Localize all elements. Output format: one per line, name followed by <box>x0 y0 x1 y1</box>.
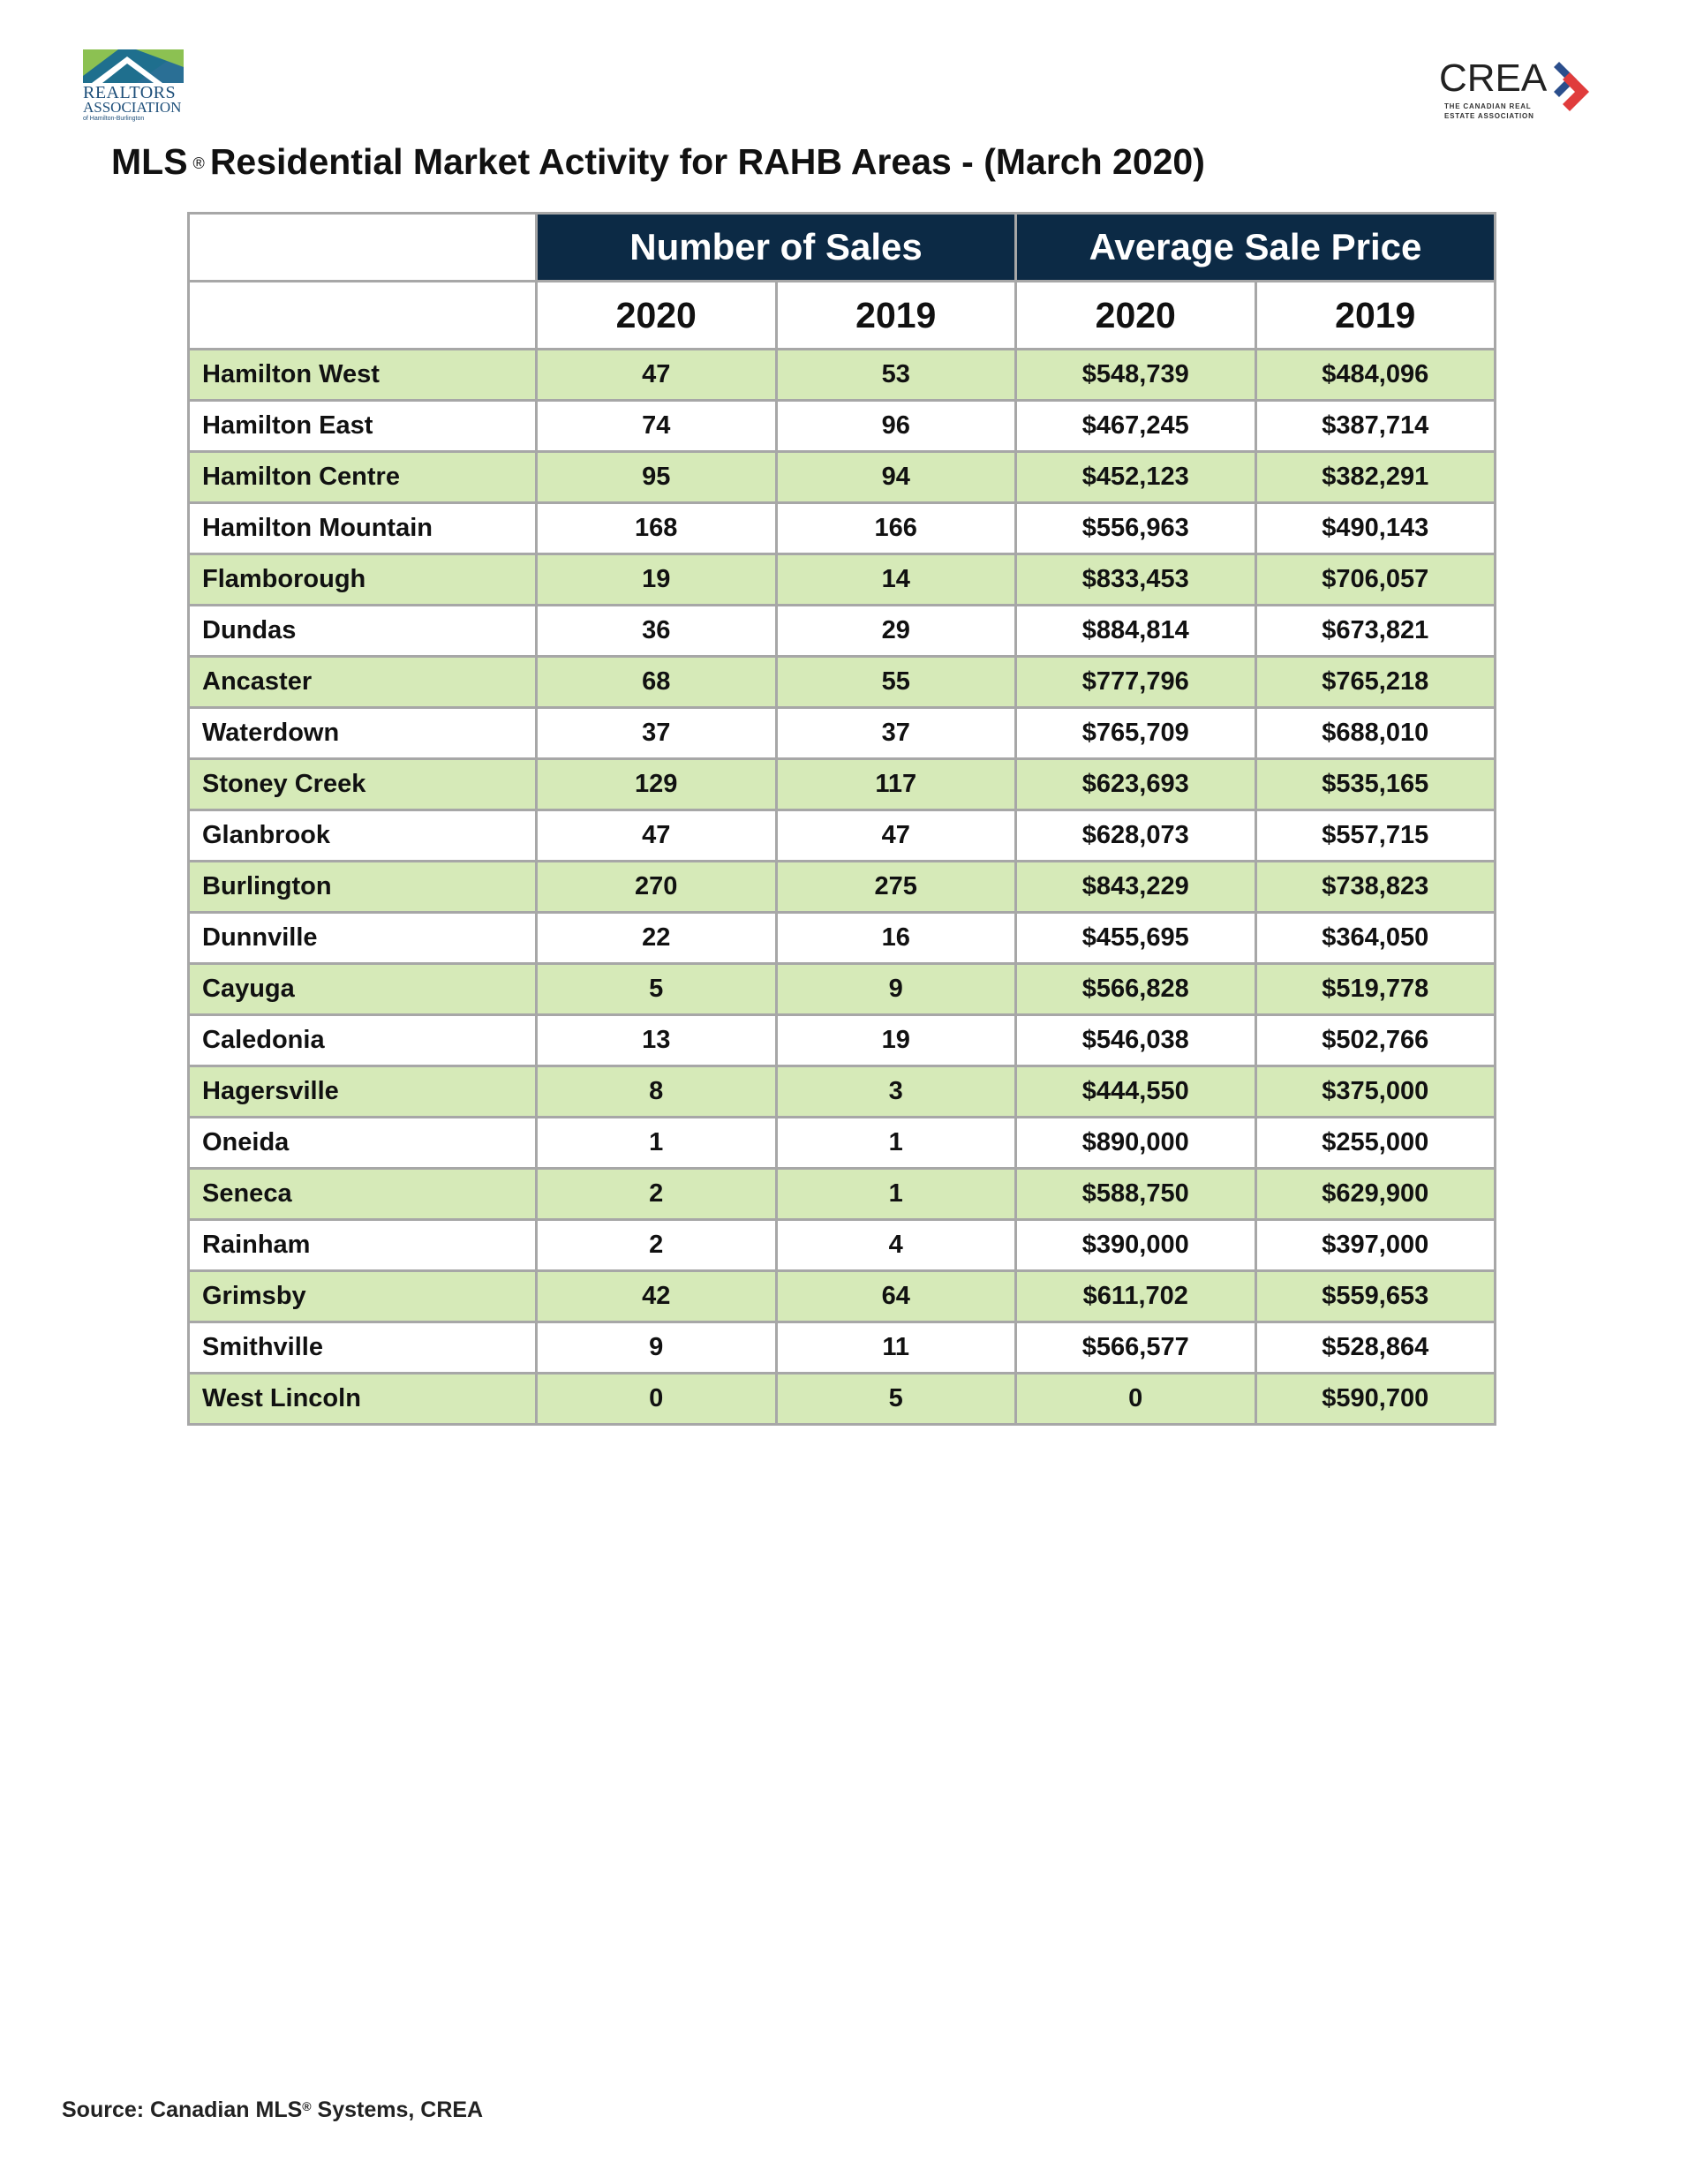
table-row <box>189 1322 1496 1374</box>
table-row <box>189 554 1496 606</box>
sales-2020-cell: 0 <box>537 1374 777 1425</box>
price-2019-cell: $387,714 <box>1255 401 1496 452</box>
sales-2019-cell: 117 <box>776 759 1016 810</box>
area-cell: Hagersville <box>189 1066 537 1118</box>
price-2020-cell: $884,814 <box>1016 606 1256 657</box>
price-2020-cell: $452,123 <box>1016 452 1256 503</box>
title-registered-mark: ® <box>192 154 205 172</box>
price-2020-cell: $566,577 <box>1016 1322 1256 1374</box>
area-cell: Flamborough <box>189 554 537 606</box>
header-price-2020: 2020 <box>1016 282 1256 350</box>
price-2019-cell: $502,766 <box>1255 1015 1496 1066</box>
price-2019-cell: $364,050 <box>1255 913 1496 964</box>
price-2019-cell: $688,010 <box>1255 708 1496 759</box>
sales-2019-cell: 29 <box>776 606 1016 657</box>
sales-2019-cell: 275 <box>776 862 1016 913</box>
table-row <box>189 350 1496 401</box>
sales-2019-cell: 96 <box>776 401 1016 452</box>
price-2019-cell: $738,823 <box>1255 862 1496 913</box>
sales-2019-cell: 53 <box>776 350 1016 401</box>
sales-2020-cell: 2 <box>537 1169 777 1220</box>
price-2020-cell: $390,000 <box>1016 1220 1256 1271</box>
sales-2020-cell: 74 <box>537 401 777 452</box>
title-prefix: MLS <box>111 141 188 182</box>
price-2019-cell: $490,143 <box>1255 503 1496 554</box>
source-prefix: Source: Canadian MLS <box>62 2097 303 2122</box>
price-2019-cell: $706,057 <box>1255 554 1496 606</box>
sales-2019-cell: 4 <box>776 1220 1016 1271</box>
crea-logo-tagline-2: ESTATE ASSOCIATION <box>1444 112 1534 120</box>
price-2019-cell: $559,653 <box>1255 1271 1496 1322</box>
sales-2020-cell: 22 <box>537 913 777 964</box>
sales-2019-cell: 1 <box>776 1118 1016 1169</box>
sales-2019-cell: 47 <box>776 810 1016 862</box>
sales-2020-cell: 9 <box>537 1322 777 1374</box>
sales-2019-cell: 166 <box>776 503 1016 554</box>
header-blank-cell <box>189 214 537 282</box>
price-2020-cell: $467,245 <box>1016 401 1256 452</box>
sales-2020-cell: 168 <box>537 503 777 554</box>
area-cell: Glanbrook <box>189 810 537 862</box>
table-row <box>189 708 1496 759</box>
sales-2020-cell: 47 <box>537 810 777 862</box>
table-row <box>189 759 1496 810</box>
table-row <box>189 657 1496 708</box>
area-cell: Grimsby <box>189 1271 537 1322</box>
area-cell: Dunnville <box>189 913 537 964</box>
sales-2019-cell: 9 <box>776 964 1016 1015</box>
price-2020-cell: $890,000 <box>1016 1118 1256 1169</box>
price-2020-cell: $556,963 <box>1016 503 1256 554</box>
sales-2019-cell: 94 <box>776 452 1016 503</box>
price-2020-cell: $444,550 <box>1016 1066 1256 1118</box>
table-row <box>189 810 1496 862</box>
area-cell: Ancaster <box>189 657 537 708</box>
table-row <box>189 1374 1496 1425</box>
price-2020-cell: $833,453 <box>1016 554 1256 606</box>
price-2020-cell: $548,739 <box>1016 350 1256 401</box>
crea-logo-word: CREA <box>1439 56 1548 100</box>
price-2020-cell: $546,038 <box>1016 1015 1256 1066</box>
price-2019-cell: $765,218 <box>1255 657 1496 708</box>
price-2019-cell: $535,165 <box>1255 759 1496 810</box>
table-row <box>189 862 1496 913</box>
sales-2020-cell: 68 <box>537 657 777 708</box>
sales-2019-cell: 64 <box>776 1271 1016 1322</box>
area-cell: Rainham <box>189 1220 537 1271</box>
table-row <box>189 1169 1496 1220</box>
price-2019-cell: $673,821 <box>1255 606 1496 657</box>
price-2019-cell: $484,096 <box>1255 350 1496 401</box>
sales-2019-cell: 16 <box>776 913 1016 964</box>
market-activity-table <box>187 212 1496 1426</box>
sales-2019-cell: 3 <box>776 1066 1016 1118</box>
price-2019-cell: $375,000 <box>1255 1066 1496 1118</box>
area-cell: Hamilton West <box>189 350 537 401</box>
price-2019-cell: $397,000 <box>1255 1220 1496 1271</box>
table-row <box>189 964 1496 1015</box>
table-year-header-row <box>189 282 1496 350</box>
sales-2019-cell: 14 <box>776 554 1016 606</box>
area-cell: Dundas <box>189 606 537 657</box>
sales-2019-cell: 11 <box>776 1322 1016 1374</box>
table-group-header-row <box>189 214 1496 282</box>
crea-diamond-icon <box>1554 62 1593 115</box>
header-sales-2020: 2020 <box>537 282 777 350</box>
header-average-sale-price: Average Sale Price <box>1016 214 1496 282</box>
price-2019-cell: $255,000 <box>1255 1118 1496 1169</box>
area-cell: Oneida <box>189 1118 537 1169</box>
area-cell: West Lincoln <box>189 1374 537 1425</box>
header-number-of-sales: Number of Sales <box>537 214 1016 282</box>
sales-2019-cell: 55 <box>776 657 1016 708</box>
table-row <box>189 452 1496 503</box>
area-cell: Stoney Creek <box>189 759 537 810</box>
price-2020-cell: $588,750 <box>1016 1169 1256 1220</box>
sales-2020-cell: 19 <box>537 554 777 606</box>
area-cell: Caledonia <box>189 1015 537 1066</box>
header-price-2019: 2019 <box>1255 282 1496 350</box>
price-2019-cell: $629,900 <box>1255 1169 1496 1220</box>
house-roof-logo-icon <box>83 49 184 83</box>
header-year-blank-cell <box>189 282 537 350</box>
price-2019-cell: $519,778 <box>1255 964 1496 1015</box>
table-row <box>189 503 1496 554</box>
price-2020-cell: $777,796 <box>1016 657 1256 708</box>
table-row <box>189 1066 1496 1118</box>
sales-2020-cell: 13 <box>537 1015 777 1066</box>
sales-2020-cell: 1 <box>537 1118 777 1169</box>
area-cell: Seneca <box>189 1169 537 1220</box>
crea-logo <box>1439 58 1616 129</box>
price-2020-cell: $623,693 <box>1016 759 1256 810</box>
title-text: Residential Market Activity for RAHB Areas - (March 2020) <box>209 141 1205 182</box>
sales-2020-cell: 47 <box>537 350 777 401</box>
realtors-logo-line3: of Hamilton-Burlington <box>83 116 145 122</box>
price-2020-cell: $611,702 <box>1016 1271 1256 1322</box>
price-2019-cell: $528,864 <box>1255 1322 1496 1374</box>
sales-2019-cell: 1 <box>776 1169 1016 1220</box>
table-row <box>189 401 1496 452</box>
table-row <box>189 1271 1496 1322</box>
price-2020-cell: $566,828 <box>1016 964 1256 1015</box>
price-2019-cell: $382,291 <box>1255 452 1496 503</box>
sales-2020-cell: 42 <box>537 1271 777 1322</box>
price-2019-cell: $557,715 <box>1255 810 1496 862</box>
sales-2020-cell: 270 <box>537 862 777 913</box>
area-cell: Hamilton Mountain <box>189 503 537 554</box>
table-row <box>189 1118 1496 1169</box>
price-2020-cell: $843,229 <box>1016 862 1256 913</box>
sales-2020-cell: 5 <box>537 964 777 1015</box>
realtors-logo-line1: REALTORS <box>83 83 177 102</box>
crea-logo-tagline-1: THE CANADIAN REAL <box>1444 102 1532 110</box>
table-row <box>189 1015 1496 1066</box>
sales-2020-cell: 8 <box>537 1066 777 1118</box>
price-2020-cell: $628,073 <box>1016 810 1256 862</box>
price-2020-cell: $765,709 <box>1016 708 1256 759</box>
table-row <box>189 1220 1496 1271</box>
source-note <box>62 2097 483 2123</box>
area-cell: Hamilton East <box>189 401 537 452</box>
page-title <box>111 141 1205 183</box>
realtors-association-logo <box>83 49 189 123</box>
area-cell: Smithville <box>189 1322 537 1374</box>
source-suffix: Systems, CREA <box>311 2097 484 2122</box>
price-2019-cell: $590,700 <box>1255 1374 1496 1425</box>
sales-2020-cell: 2 <box>537 1220 777 1271</box>
price-2020-cell: $455,695 <box>1016 913 1256 964</box>
area-cell: Hamilton Centre <box>189 452 537 503</box>
table-body <box>189 350 1496 1425</box>
realtors-logo-line2: ASSOCIATION <box>83 99 182 116</box>
sales-2019-cell: 5 <box>776 1374 1016 1425</box>
table-row <box>189 913 1496 964</box>
sales-2020-cell: 36 <box>537 606 777 657</box>
sales-2020-cell: 129 <box>537 759 777 810</box>
header-sales-2019: 2019 <box>776 282 1016 350</box>
area-cell: Cayuga <box>189 964 537 1015</box>
sales-2020-cell: 95 <box>537 452 777 503</box>
area-cell: Waterdown <box>189 708 537 759</box>
price-2020-cell: 0 <box>1016 1374 1256 1425</box>
table-row <box>189 606 1496 657</box>
sales-2019-cell: 19 <box>776 1015 1016 1066</box>
sales-2020-cell: 37 <box>537 708 777 759</box>
source-registered-mark: ® <box>302 2099 312 2113</box>
area-cell: Burlington <box>189 862 537 913</box>
sales-2019-cell: 37 <box>776 708 1016 759</box>
